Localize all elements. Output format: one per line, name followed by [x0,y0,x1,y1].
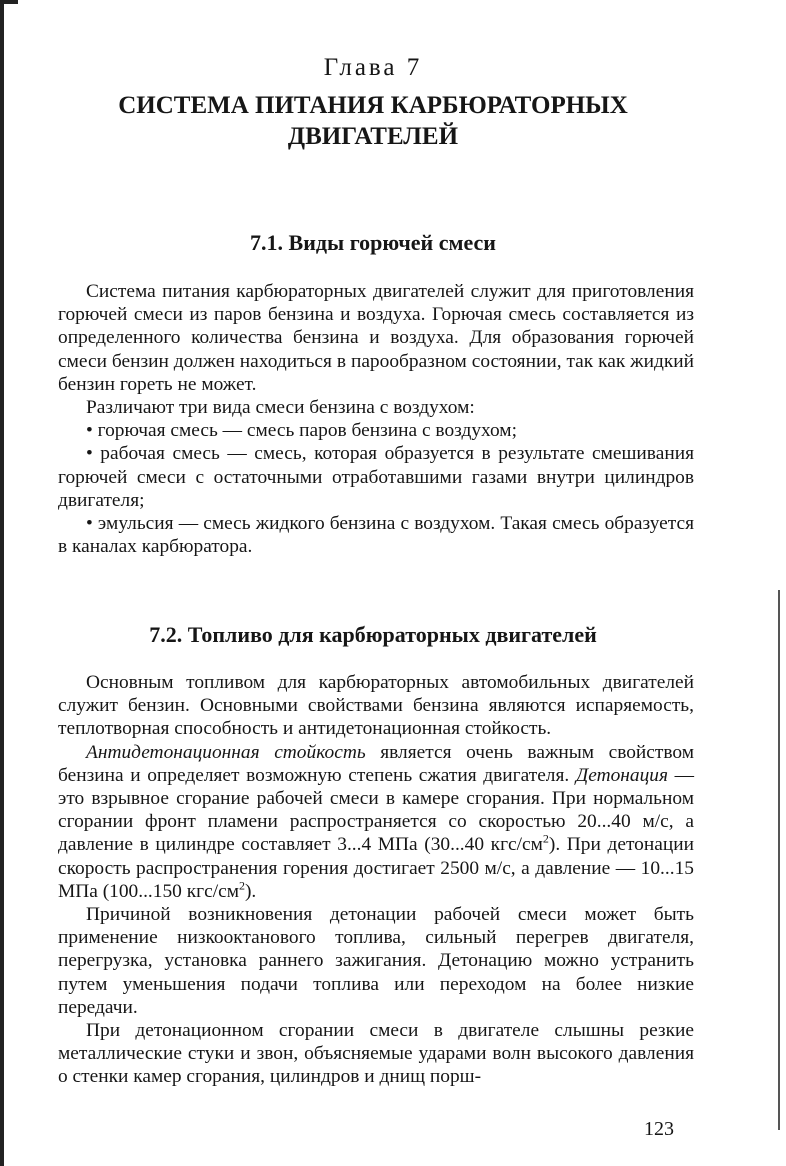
list-item: • рабочая смесь — смесь, которая образуется в результате смешивания горючей смеси с остаточными отработавшими газами внутри цилиндров двигателя; [58,443,694,511]
page-number: 123 [644,1118,674,1140]
list-item: • эмульсия — смесь жидкого бензина с воздухом. Такая смесь образуется в каналах карбюратора. [58,513,694,558]
paragraph: При детонационном сгорании смеси в двигателе слышны резкие металлические стуки и звон, объясняемые ударами волн высокого давления о стенки камер сгорания, цилиндров и днищ порш- [58,1020,694,1088]
scan-border-corner [0,0,18,4]
section-title-7-1: 7.1. Виды горючей смеси [250,230,496,255]
text-fragment: — это взрывное сгорание рабочей смеси в камере сгорания. При нормальном сгорании фронт пламени распространяется со скоростью 20...40 м/с, а давление в цилиндре составляет 3...4 МПа (30...40 кгс/см [58,764,694,856]
paragraph: Система питания карбюраторных двигателей служит для приготовления горючей смеси из паров бензина и воздуха. Горючая смесь составляется из определенного количества бензина и воздуха. Для образования горючей смеси бензин должен находиться в парообразном состоянии, так как жидкий бензин гореть не может. [58,281,694,395]
section-title-7-2: 7.2. Топливо для карбюраторных двигателей [149,622,597,647]
superscript: 2 [238,878,245,893]
chapter-title-line-1: СИСТЕМА ПИТАНИЯ КАРБЮРАТОРНЫХ [118,92,628,119]
scan-border-right [778,590,780,1130]
scan-border-left [0,0,4,1166]
chapter-label: Глава 7 [323,54,423,81]
chapter-title-line-2: ДВИГАТЕЛЕЙ [287,123,459,150]
superscript: 2 [542,831,549,846]
chapter-title [0,90,746,152]
text-fragment: является очень важным свойством бензина и определяет возможную степень сжатия двигателя. [58,741,694,786]
text-fragment: ). При детонации скорость распространения горения достигает 2500 м/с, а давление — 10...15 МПа (100...150 кгс/см [58,834,694,902]
list-item: • горючая смесь — смесь паров бензина с воздухом; [86,420,517,442]
section-body-7-2 [58,671,694,1089]
paragraph: Основным топливом для карбюраторных автомобильных двигателей служит бензин. Основными свойствами бензина являются испаряемость, теплотворная способность и антидетонационная стойкость. [58,672,694,740]
paragraph: Причиной возникновения детонации рабочей смеси может быть применение низкооктанового топлива, сильный перегрев двигателя, перегрузка, установка раннего зажигания. Детонацию можно устранить путем уменьшения подачи топлива или переходом на более низкие передачи. [58,904,694,1018]
paragraph-detonation [58,741,694,903]
text-fragment: ). [244,880,257,902]
term-detonation: Детонация [575,764,668,786]
paragraph: Различают три вида смеси бензина с воздухом: [86,397,475,419]
section-body-7-1 [58,280,694,558]
term-antiknock: Антидетонационная стойкость [86,741,366,763]
